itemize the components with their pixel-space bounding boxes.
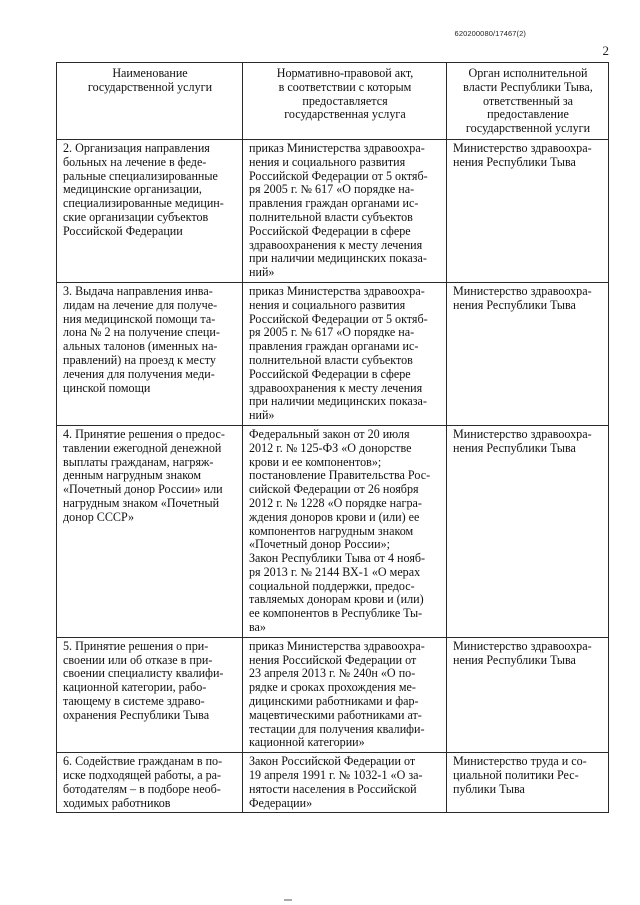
cell-text-line: ботодателям – в подборе необ-: [63, 781, 221, 796]
cell-text-line: 6. Содействие гражданам в по-: [63, 754, 223, 769]
table-row: [57, 425, 609, 637]
header-service-name: Наименование государственной услуги: [57, 63, 243, 140]
legal-act-cell: [243, 637, 447, 752]
cell-text-line: нения Республики Тыва: [453, 652, 576, 667]
cell-text-line: ний»: [249, 408, 275, 423]
agency-cell: [447, 425, 609, 637]
header-responsible-agency: Орган исполнительной власти Республики Тыва, ответственный за предоставление государственной услуги: [447, 63, 609, 140]
cell-text-line: социальной поддержки, предос-: [249, 578, 415, 593]
cell-text-line: цинской помощи: [63, 380, 151, 395]
cell-text-line: донор СССР»: [63, 509, 135, 524]
page-number: 2: [602, 43, 609, 58]
cell-text-line: Министерство здравоохра-: [453, 638, 592, 653]
cell-text-line: лидам на лечение для получе-: [63, 297, 218, 312]
agency-cell: [447, 753, 609, 813]
agency-cell: [447, 637, 609, 752]
cell-text-line: при наличии медицинских показа-: [249, 394, 427, 409]
agency-cell: [447, 139, 609, 282]
cell-text-line: полнительной власти субъектов: [249, 209, 413, 224]
cell-text-line: ря 2005 г. № 617 «О порядке на-: [249, 325, 415, 340]
cell-text-line: нения и социального развития: [249, 297, 406, 312]
cell-text-line: рядке и сроках прохождения ме-: [249, 680, 416, 695]
cell-text-line: мацевтическими работниками ат-: [249, 707, 422, 722]
cell-text-line: лечения для получения меди-: [63, 366, 215, 381]
cell-text-line: полнительной власти субъектов: [249, 352, 413, 367]
cell-text-line: нятости населения в Российской: [249, 781, 417, 796]
cell-text-line: Министерство здравоохра-: [453, 283, 592, 298]
cell-text-line: Российской Федерации в сфере: [249, 223, 411, 238]
cell-text-line: нения Республики Тыва: [453, 154, 576, 169]
cell-text-line: нения и социального развития: [249, 154, 406, 169]
services-table: [56, 62, 609, 813]
cell-text-line: крови и ее компонентов»;: [249, 454, 382, 469]
cell-text-line: 4. Принятие решения о предос-: [63, 426, 225, 441]
scan-artifact: [284, 899, 292, 901]
cell-text-line: 19 апреля 1991 г. № 1032-1 «О за-: [249, 768, 423, 783]
cell-text-line: Закон Республики Тыва от 4 нояб-: [249, 551, 426, 566]
cell-text-line: сийской Федерации от 26 ноября: [249, 482, 419, 497]
cell-text-line: охранения Республики Тыва: [63, 707, 210, 722]
cell-text-line: Российской Федерации: [63, 223, 183, 238]
service-name-cell: [57, 139, 243, 282]
cell-text-line: 5. Принятие решения о при-: [63, 638, 209, 653]
legal-act-cell: [243, 282, 447, 425]
cell-text-line: Федерации»: [249, 795, 313, 810]
service-name-cell: [57, 425, 243, 637]
cell-text-line: правлений) на проезд к месту: [63, 352, 216, 367]
cell-text-line: ее компонентов в Республике Ты-: [249, 606, 423, 621]
cell-text-line: нения Республики Тыва: [453, 440, 576, 455]
legal-act-cell: [243, 139, 447, 282]
table-row: [57, 753, 609, 813]
cell-text-line: правления граждан органами ис-: [249, 339, 419, 354]
cell-text-line: ские организации субъектов: [63, 209, 209, 224]
cell-text-line: публики Тыва: [453, 781, 525, 796]
cell-text-line: альных талонов (именных на-: [63, 339, 218, 354]
table-row: [57, 637, 609, 752]
cell-text-line: тавлении ежегодной денежной: [63, 440, 222, 455]
cell-text-line: «Почетный донор России»;: [249, 537, 390, 552]
document-code: 620200080/17467(2): [454, 29, 526, 38]
cell-text-line: специализированные медицин-: [63, 196, 224, 211]
cell-text-line: ходимых работников: [63, 795, 171, 810]
cell-text-line: Российской Федерации от 5 октяб-: [249, 311, 428, 326]
cell-text-line: кационной категории, рабо-: [63, 680, 207, 695]
cell-text-line: Федеральный закон от 20 июля: [249, 426, 410, 441]
cell-text-line: приказ Министерства здравоохра-: [249, 140, 425, 155]
cell-text-line: больных на лечение в феде-: [63, 154, 207, 169]
cell-text-line: ния медицинской помощи та-: [63, 311, 216, 326]
cell-text-line: Российской Федерации от 5 октяб-: [249, 168, 428, 183]
cell-text-line: кационной категории»: [249, 735, 365, 750]
cell-text-line: своении или об отказе в при-: [63, 652, 213, 667]
cell-text-line: медицинские организации,: [63, 182, 202, 197]
cell-text-line: Министерство здравоохра-: [453, 140, 592, 155]
cell-text-line: Закон Российской Федерации от: [249, 754, 416, 769]
cell-text-line: ря 2005 г. № 617 «О порядке на-: [249, 182, 415, 197]
cell-text-line: тающему в системе здраво-: [63, 694, 205, 709]
cell-text-line: дицинскими работниками и фар-: [249, 694, 419, 709]
cell-text-line: ря 2013 г. № 2144 ВХ-1 «О мерах: [249, 564, 421, 579]
cell-text-line: циальной политики Рес-: [453, 768, 579, 783]
cell-text-line: 3. Выдача направления инва-: [63, 283, 213, 298]
agency-cell: [447, 282, 609, 425]
cell-text-line: компонентов нагрудным знаком: [249, 523, 414, 538]
cell-text-line: денным нагрудным знаком: [63, 468, 202, 483]
cell-text-line: выплаты гражданам, нагряж-: [63, 454, 214, 469]
cell-text-line: 2. Организация направления: [63, 140, 210, 155]
cell-text-line: Министерство здравоохра-: [453, 426, 592, 441]
cell-text-line: здравоохранения к месту лечения: [249, 380, 423, 395]
cell-text-line: ждения доноров крови и (или) ее: [249, 509, 420, 524]
legal-act-cell: [243, 425, 447, 637]
legal-act-cell: [243, 753, 447, 813]
table-row: [57, 139, 609, 282]
cell-text-line: тавляемых донорам крови и (или): [249, 592, 424, 607]
cell-text-line: тестации для получения квалифи-: [249, 721, 425, 736]
cell-text-line: своении специалисту квалифи-: [63, 666, 224, 681]
cell-text-line: правления граждан органами ис-: [249, 196, 419, 211]
cell-text-line: 23 апреля 2013 г. № 240н «О по-: [249, 666, 416, 681]
cell-text-line: лона № 2 на получение специ-: [63, 325, 220, 340]
cell-text-line: ральные специализированные: [63, 168, 218, 183]
table-header-row: [57, 63, 609, 140]
cell-text-line: здравоохранения к месту лечения: [249, 237, 423, 252]
cell-text-line: Российской Федерации в сфере: [249, 366, 411, 381]
cell-text-line: нения Республики Тыва: [453, 297, 576, 312]
cell-text-line: при наличии медицинских показа-: [249, 251, 427, 266]
service-name-cell: [57, 637, 243, 752]
cell-text-line: нения Российской Федерации от: [249, 652, 417, 667]
service-name-cell: [57, 753, 243, 813]
cell-text-line: приказ Министерства здравоохра-: [249, 638, 425, 653]
cell-text-line: ний»: [249, 265, 275, 280]
cell-text-line: ва»: [249, 620, 266, 635]
cell-text-line: нагрудным знаком «Почетный: [63, 495, 220, 510]
cell-text-line: 2012 г. № 125-ФЗ «О донорстве: [249, 440, 412, 455]
cell-text-line: постановление Правительства Рос-: [249, 468, 431, 483]
cell-text-line: иске подходящей работы, а ра-: [63, 768, 222, 783]
cell-text-line: «Почетный донор России» или: [63, 482, 223, 497]
service-name-cell: [57, 282, 243, 425]
header-legal-act: Нормативно-правовой акт, в соответствии с которым предоставляется государственная услуга: [243, 63, 447, 140]
cell-text-line: приказ Министерства здравоохра-: [249, 283, 425, 298]
table-row: [57, 282, 609, 425]
cell-text-line: Министерство труда и со-: [453, 754, 587, 769]
cell-text-line: 2012 г. № 1228 «О порядке награ-: [249, 495, 422, 510]
